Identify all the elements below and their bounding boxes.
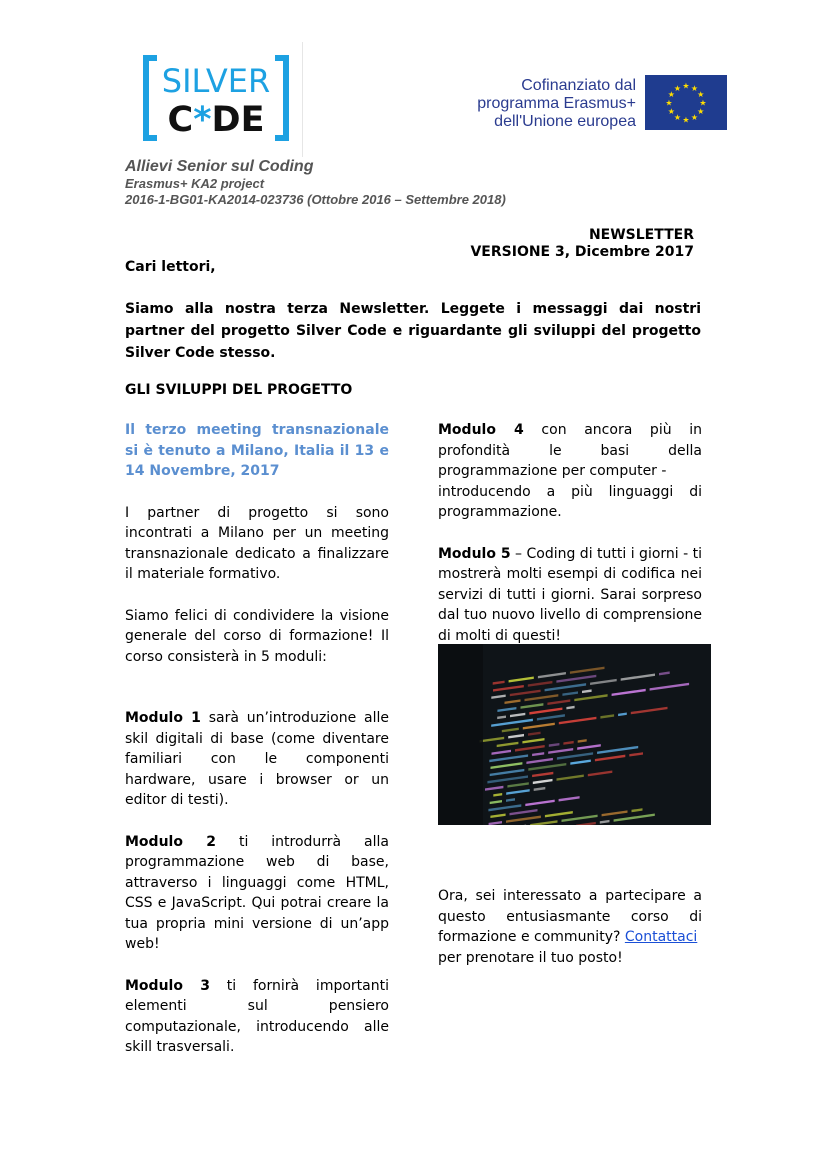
module-2: Modulo 2 ti introdurrà alla programmazione web di base, attraverso i linguaggi come HTML, CSS e JavaScript. Qui potrai creare la tua propria mini versione di un’app web! <box>125 833 389 952</box>
code-line-segment <box>602 810 628 816</box>
code-line-segment <box>480 737 505 743</box>
code-line-segment <box>570 667 605 674</box>
code-line-segment <box>600 714 614 718</box>
code-screen-photo <box>438 644 711 825</box>
code-line-segment <box>576 822 596 825</box>
code-line-segment <box>502 728 519 733</box>
newsletter-header <box>470 227 694 261</box>
eu-star-icon: ★ <box>673 113 682 123</box>
code-line-segment <box>492 750 512 755</box>
code-line-segment <box>537 714 565 720</box>
code-line-segment <box>532 752 544 756</box>
code-line-segment <box>487 775 528 783</box>
code-line-segment <box>556 675 596 683</box>
code-line-segment <box>490 769 525 776</box>
newsletter-version: VERSIONE 3, Dicembre 2017 <box>470 244 694 260</box>
code-line-segment <box>485 786 503 791</box>
code-line-segment <box>515 745 545 752</box>
code-line-segment <box>659 671 670 675</box>
code-line-segment <box>566 706 574 710</box>
code-line-segment <box>529 708 562 715</box>
code-line-segment <box>508 734 524 739</box>
code-line-segment <box>557 752 593 759</box>
code-line-segment <box>582 689 592 693</box>
code-line-segment <box>528 763 566 771</box>
closing-paragraph: Ora, sei interessato a partecipare a questo entusiasmante corso di formazione e community? Contattaci per prenotare il tuo posto! <box>438 888 702 966</box>
logo-silver-text: SILVER <box>161 62 271 100</box>
eu-star-icon: ★ <box>697 90 705 99</box>
code-line-segment <box>562 691 578 696</box>
course-paragraph: Siamo felici di condividere la visione generale del corso di formazione! Il corso consisterà in 5 moduli: <box>125 607 389 665</box>
code-line-segment <box>563 741 573 745</box>
code-line-segment <box>488 804 521 811</box>
eu-cofunding-text: Cofinanziato dal programma Erasmus+ dell'Unione europea <box>477 77 636 130</box>
code-line-segment <box>506 798 515 802</box>
code-line-segment <box>547 699 570 705</box>
section-title: GLI SVILUPPI DEL PROGETTO <box>125 382 353 398</box>
eu-star-icon: ★ <box>682 81 690 91</box>
code-line-segment <box>559 717 597 725</box>
code-line-segment <box>570 760 591 765</box>
code-line-segment <box>489 821 502 825</box>
code-line-segment <box>612 689 646 696</box>
eu-star-icon: ★ <box>665 98 673 108</box>
eu-star-icon: ★ <box>690 83 699 93</box>
code-line-segment <box>522 738 544 744</box>
code-line-segment <box>557 775 584 781</box>
code-line-segment <box>497 707 516 712</box>
eu-star-icon: ★ <box>690 113 699 123</box>
code-line-segment <box>521 703 544 709</box>
code-line-segment <box>578 739 587 743</box>
code-line-segment <box>574 694 607 701</box>
silver-code-logo <box>143 55 289 141</box>
eu-star-icon: ★ <box>699 98 707 108</box>
code-line-segment <box>507 782 528 787</box>
code-line-segment <box>590 679 617 685</box>
eu-star-icon: ★ <box>682 115 690 125</box>
code-line-segment <box>621 674 655 681</box>
code-line-segment <box>533 779 553 784</box>
code-line-segment <box>526 758 553 764</box>
code-line-segment <box>509 677 534 683</box>
code-line-segment <box>545 683 587 691</box>
header-divider <box>302 42 303 157</box>
code-line-segment <box>650 683 690 691</box>
module-3: Modulo 3 ti fornirà importanti elementi sul pensiero computazionale, introducendo alle skill trasversali. <box>125 977 389 1055</box>
left-column <box>125 420 389 1058</box>
code-line-segment <box>490 800 502 804</box>
intro-paragraph: Siamo alla nostra terza Newsletter. Leggete i messaggi dai nostri partner del progetto Silver Code e riguardante gli sviluppi del progetto Silver Code stesso. <box>125 301 701 361</box>
code-line-segment <box>490 813 505 818</box>
code-line-segment <box>523 723 555 730</box>
code-line-segment <box>493 681 505 685</box>
photo-shadow <box>438 644 483 825</box>
module-4-continued: introducendo a più linguaggi di programmazione. <box>438 483 702 520</box>
code-line-segment <box>530 820 557 825</box>
code-line-segment <box>491 694 505 698</box>
code-line-segment <box>534 787 546 791</box>
code-line-segment <box>528 732 541 736</box>
code-line-segment <box>614 814 655 822</box>
project-subtitle: Erasmus+ KA2 project <box>125 176 265 191</box>
code-line-segment <box>506 789 530 795</box>
eu-star-icon: ★ <box>667 107 675 116</box>
eu-star-icon: ★ <box>667 90 675 99</box>
code-line-segment <box>532 772 553 777</box>
code-line-segment <box>595 755 625 762</box>
code-line-segment <box>497 715 506 719</box>
code-line-segment <box>506 816 541 823</box>
code-line-segment <box>497 742 519 747</box>
module-4: Modulo 4 con ancora più in profondità le basi della programmazione per computer - <box>438 422 702 479</box>
code-line-segment <box>489 754 528 762</box>
code-line-segment <box>632 808 643 812</box>
project-code: 2016-1-BG01-KA2014-023736 (Ottobre 2016 – Settembre 2018) <box>125 192 506 207</box>
code-line-segment <box>600 820 610 824</box>
eu-flag-icon <box>645 75 727 130</box>
code-line-segment <box>559 796 580 801</box>
meeting-heading: Il terzo meeting transnazionale si è tenuto a Milano, Italia il 13 e 14 Novembre, 2017 <box>125 422 389 479</box>
right-column <box>438 420 702 646</box>
contact-link[interactable]: Contattaci <box>624 929 698 945</box>
code-line-segment <box>505 699 521 704</box>
eu-star-icon: ★ <box>697 107 705 116</box>
code-line-segment <box>525 694 559 701</box>
project-info <box>125 157 506 208</box>
module-1: Modulo 1 sarà un’introduzione alle skil digitali di base (come diventare familiari con le componenti hardware, usare i browser or un editor di testi). <box>125 710 389 808</box>
eu-star-icon: ★ <box>673 83 682 93</box>
code-line-segment <box>525 800 554 807</box>
code-line-segment <box>577 744 601 750</box>
code-line-segment <box>538 672 566 678</box>
code-line-segment <box>597 746 638 754</box>
newsletter-label: NEWSLETTER <box>588 227 694 243</box>
code-line-segment <box>548 748 573 754</box>
code-line-segment <box>631 707 668 715</box>
code-line-segment <box>493 793 502 797</box>
code-line-segment <box>493 685 524 692</box>
logo-code-text: C*DE <box>167 100 265 140</box>
code-line-segment <box>510 690 541 697</box>
code-line-segment <box>629 752 643 756</box>
code-line-segment <box>491 762 523 769</box>
code-line-segment <box>510 809 538 815</box>
project-title: Allievi Senior sul Coding <box>125 158 314 175</box>
code-line-segment <box>510 713 525 718</box>
code-line-segment <box>562 815 598 822</box>
code-line-segment <box>528 681 553 687</box>
code-line-segment <box>491 719 533 727</box>
code-line-segment <box>545 811 573 817</box>
module-5: Modulo 5 – Coding di tutti i giorni - ti mostrerà molti esempi di codifica nei servizi di tutti i giorni. Sarai sorpreso dal tuo nuovo livello di comprensione di molti di questi! <box>438 545 702 644</box>
meeting-paragraph: I partner di progetto si sono incontrati a Milano per un meeting transnazionale dedicato a finalizzare il materiale formativo. <box>125 504 389 582</box>
code-line-segment <box>549 743 560 747</box>
code-line-segment <box>618 712 627 716</box>
code-line-segment <box>588 771 613 777</box>
greeting: Cari lettori, <box>125 259 216 275</box>
